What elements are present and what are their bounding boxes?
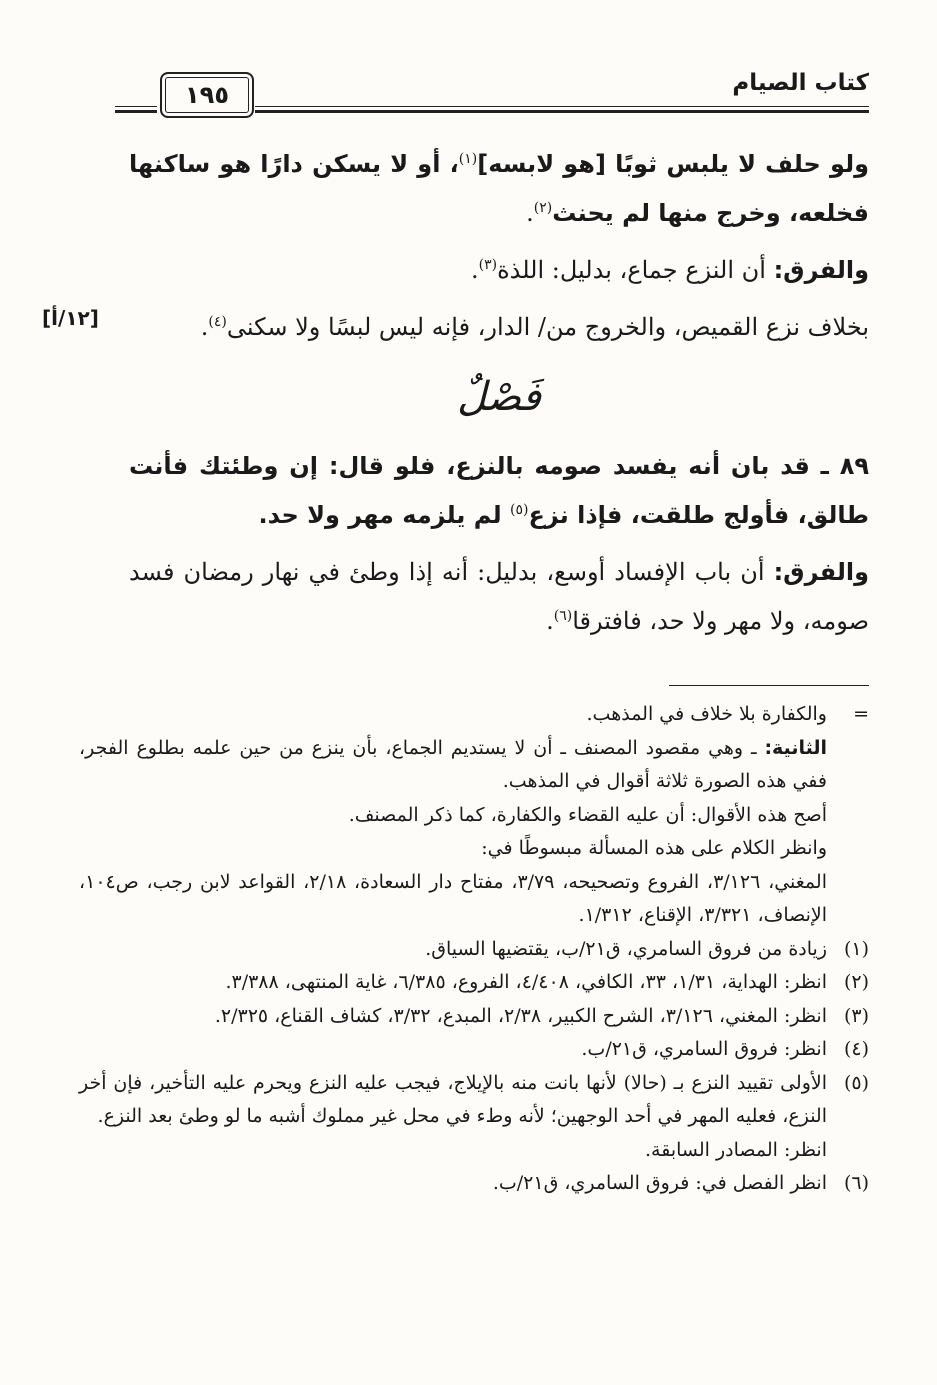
footnote-ref-4: (٤) bbox=[208, 314, 227, 330]
footnote-item bbox=[79, 1134, 869, 1168]
header-rule-thick bbox=[255, 110, 869, 113]
header-rule-left-thick bbox=[115, 110, 157, 113]
difference-text: أن النزع جماع، بدليل: اللذة bbox=[497, 256, 774, 284]
header-rule-left bbox=[115, 106, 157, 107]
difference-end: . bbox=[470, 256, 479, 284]
footnote-mark: (٤) bbox=[843, 1038, 869, 1060]
footnote-mark: (٦) bbox=[843, 1172, 869, 1194]
issue-text-1: قد بان أنه يفسد صومه بالنزع، فلو قال: إن وطئتك فأنت طالق، فأولج طلقت، فإذا نزع bbox=[129, 452, 869, 529]
footnote-continuation bbox=[79, 866, 869, 933]
footnote-item bbox=[79, 1167, 869, 1201]
difference-text-2: أن باب الإفساد أوسع، بدليل: أنه إذا وطئ في نهار رمضان فسد صومه، ولا مهر ولا حد، فافترقا bbox=[129, 558, 869, 635]
continuation-line-1: والكفارة بلا خلاف في المذهب. bbox=[586, 703, 827, 725]
header-rule bbox=[255, 106, 869, 107]
footnote-text: انظر الفصل في: فروق السامري، ق٢١/ب. bbox=[492, 1172, 827, 1194]
footnote-text: زيادة من فروق السامري، ق٢١/ب، يقتضيها السياق. bbox=[425, 937, 827, 960]
footnote-item bbox=[79, 1067, 869, 1134]
continuation-line-3: أصح هذه الأقوال: أن عليه القضاء والكفارة، كما ذكر المصنف. bbox=[348, 803, 827, 826]
section-heading-fasl: فَصْلٌ bbox=[456, 374, 542, 420]
oath-end: . bbox=[526, 199, 534, 227]
footnote-text: انظر: فروق السامري، ق٢١/ب. bbox=[581, 1038, 827, 1060]
footnote-item bbox=[79, 933, 869, 967]
footnote-item bbox=[79, 1033, 869, 1067]
paragraph-oath bbox=[129, 140, 869, 238]
main-text bbox=[129, 140, 869, 646]
paragraph-difference-1 bbox=[129, 246, 869, 295]
oath-text-1: ولو حلف لا يلبس ثوبًا [هو لابسه] bbox=[477, 150, 869, 178]
page-number: ١٩٥ bbox=[160, 72, 254, 118]
footnote-ref-6: (٦) bbox=[553, 608, 573, 624]
oath-text-2: ، أو لا يسكن دارًا هو ساكنها فخلعه، وخرج منها لم يحنث bbox=[129, 150, 869, 227]
footnote-text: الأولى تقييد النزع بـ (حالا) لأنها بانت منه بالإيلاج، فيجب عليه النزع ويحرم عليه التأخير، فإن أخر النزع، فعليه المهر في أحد الوجهين؛ لأنه وطء في محل غير مملوك أشبه ما لو وطئ بعد النزع. bbox=[79, 1071, 827, 1127]
footnote-ref-3: (٣) bbox=[478, 257, 498, 273]
footnote-continuation bbox=[79, 732, 869, 799]
difference-label: والفرق: bbox=[773, 256, 869, 284]
footnote-mark: (٥) bbox=[843, 1071, 869, 1094]
footnote-ref-1: (١) bbox=[458, 151, 478, 167]
paragraph-contrast bbox=[129, 303, 869, 352]
footnote-ref-5: (٥) bbox=[509, 502, 529, 518]
footnote-mark bbox=[827, 1134, 869, 1168]
contrast-end: . bbox=[200, 313, 209, 341]
issue-number: ٨٩ ـ bbox=[820, 452, 869, 480]
footnote-text: انظر: المغني، ٣/١٢٦، الشرح الكبير، ٢/٣٨، المبدع، ٣/٣٢، كشاف القناع، ٢/٣٢٥. bbox=[214, 1004, 827, 1027]
book-title: كتاب الصيام bbox=[732, 70, 869, 96]
second-label: الثانية: bbox=[764, 736, 827, 759]
footnote-mark: (١) bbox=[843, 937, 869, 960]
footnote-mark: (٢) bbox=[843, 971, 869, 993]
footnotes bbox=[79, 698, 869, 1201]
footnote-text: انظر: المصادر السابقة. bbox=[644, 1138, 827, 1161]
footnote-separator bbox=[669, 685, 869, 686]
paragraph-difference-2 bbox=[129, 548, 869, 646]
footnote-text: انظر: الهداية، ١/٣١، ٣٣، الكافي، ٤/٤٠٨، الفروع، ٦/٣٨٥، غاية المنتهى، ٣/٣٨٨. bbox=[225, 971, 827, 993]
footnote-continuation bbox=[79, 698, 869, 732]
difference-label-2: والفرق: bbox=[773, 558, 869, 586]
margin-folio-ref: [١٢/أ] bbox=[42, 306, 99, 330]
paragraph-89 bbox=[129, 442, 869, 540]
footnote-item bbox=[79, 1000, 869, 1034]
footnote-continuation bbox=[79, 832, 869, 866]
continuation-line-5: المغني، ٣/١٢٦، الفروع وتصحيحه، ٣/٧٩، مفتاح دار السعادة، ٢/١٨، القواعد لابن رجب، ص١٠٤، الإنصاف، ٣/٣٢١، الإقناع، ١/٣١٢. bbox=[79, 870, 827, 926]
page-header bbox=[115, 68, 869, 118]
issue-text-2: لم يلزمه مهر ولا حد. bbox=[258, 501, 510, 529]
footnote-ref-2: (٢) bbox=[533, 200, 553, 216]
continuation-mark: = bbox=[853, 703, 869, 725]
difference-end-2: . bbox=[546, 607, 554, 635]
second-text: ـ وهي مقصود المصنف ـ أن لا يستديم الجماع، بأن ينزع من حين علمه بطلوع الفجر، ففي هذه الصورة ثلاثة أقوال في المذهب. bbox=[79, 736, 827, 792]
footnote-continuation bbox=[79, 799, 869, 833]
footnote-item bbox=[79, 966, 869, 1000]
contrast-text: بخلاف نزع القميص، والخروج من/ الدار، فإنه ليس لبسًا ولا سكنى bbox=[226, 313, 869, 341]
continuation-line-4: وانظر الكلام على هذه المسألة مبسوطًا في: bbox=[481, 837, 827, 859]
footnote-mark: (٣) bbox=[843, 1004, 869, 1027]
